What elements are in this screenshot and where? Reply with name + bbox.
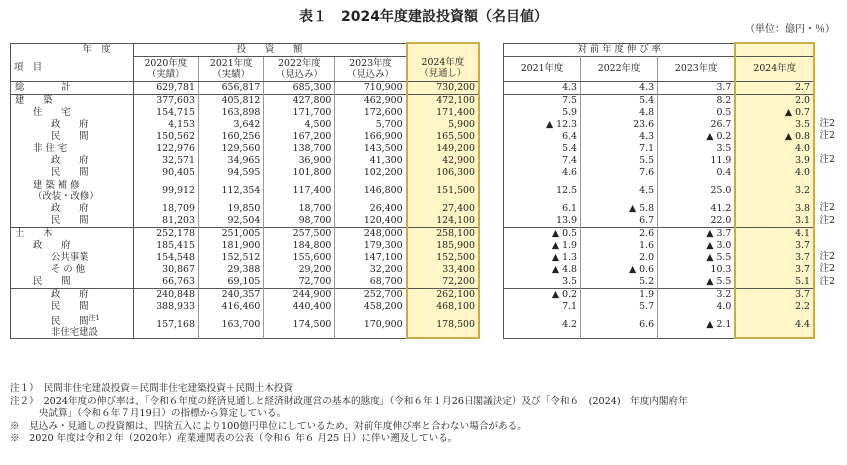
header-nendo: 年 度	[11, 43, 134, 56]
growth-cell: 13.9	[504, 215, 581, 228]
header-year-1: 2021年度 （実績）	[198, 56, 263, 81]
header-year-4: 2024年度 （見通し）	[407, 56, 479, 81]
value-cell: 112,354	[198, 179, 263, 203]
row-label: 民 間	[51, 315, 89, 327]
unit-label: （単位：億円・％）	[745, 24, 835, 35]
row-label: 民 間	[11, 131, 134, 143]
row-label: 民 間	[11, 276, 134, 289]
growth-cell: 3.7	[735, 252, 814, 264]
growth-cell: 5.1	[735, 276, 814, 289]
table-row	[11, 119, 480, 131]
investment-table	[10, 42, 480, 339]
growth-cell: 7.5	[504, 95, 581, 108]
value-cell: 252,700	[335, 288, 407, 301]
value-cell: 30,867	[133, 264, 198, 276]
growth-cell: 2.6	[581, 228, 658, 241]
row-note: 注2	[819, 118, 835, 129]
growth-year-0: 2021年度	[504, 57, 581, 82]
value-cell: 5,700	[335, 119, 407, 131]
footnote-4: ※ 2020 年度は令和２年（2020年）産業連関表の公表（令和６ 年６ 月25 日）に伴い遡及している。	[10, 433, 458, 444]
table-row	[11, 203, 480, 215]
growth-cell: 7.1	[581, 143, 658, 155]
row-label: 政 府	[11, 240, 134, 252]
value-cell: 166,900	[335, 131, 407, 143]
growth-title: 対 前 年 度 伸 び 率	[577, 43, 661, 55]
value-cell: 29,200	[264, 264, 335, 276]
growth-cell: 7.1	[504, 301, 581, 313]
growth-cell: 3.5	[735, 119, 814, 131]
value-cell: 257,500	[264, 227, 335, 240]
value-cell: 252,178	[133, 227, 198, 240]
row-label: そ の 他	[11, 264, 134, 276]
table-row	[504, 95, 815, 108]
value-cell: 181,900	[198, 240, 263, 252]
value-cell: 458,200	[335, 301, 407, 313]
row-label: 民 間	[11, 301, 134, 313]
value-cell: 167,200	[264, 131, 335, 143]
growth-cell: 2.0	[735, 95, 814, 108]
header-year-3: 2023年度 （見込み）	[335, 56, 407, 81]
growth-cell: 3.7	[735, 240, 814, 252]
growth-cell: 2.0	[581, 252, 658, 264]
value-cell: 165,500	[407, 131, 479, 143]
table-row	[11, 252, 480, 264]
growth-cell: 26.7	[658, 119, 736, 131]
value-cell: 98,700	[264, 215, 335, 228]
value-cell: 244,900	[264, 288, 335, 301]
growth-cell: 4.3	[581, 131, 658, 143]
value-cell: 18,700	[264, 203, 335, 215]
growth-cell: 23.6	[581, 119, 658, 131]
growth-cell: 5.9	[504, 107, 581, 119]
value-cell: 32,571	[133, 155, 198, 167]
growth-cell: 3.2	[658, 289, 736, 302]
value-cell: 36,900	[264, 155, 335, 167]
row-label: 非 住 宅	[11, 143, 134, 155]
value-cell: 27,400	[407, 203, 479, 215]
value-cell: 440,400	[264, 301, 335, 313]
table-row	[11, 143, 480, 155]
table-row	[504, 228, 815, 241]
growth-cell: 1.6	[581, 240, 658, 252]
table-row	[504, 131, 815, 143]
value-cell: 472,100	[407, 94, 479, 107]
row-label: 民 間	[11, 167, 134, 179]
value-cell: 81,203	[133, 215, 198, 228]
growth-cell: ▲ 5.5	[658, 276, 736, 289]
value-cell: 258,100	[407, 227, 479, 240]
footnote-3: ※ 見込み・見通しの投資額は、四捨五入により100億円単位にしているため、対前年度伸び率と合わない場合がある。	[10, 420, 527, 432]
table-row	[11, 288, 480, 301]
table-row	[504, 252, 815, 264]
table-row	[11, 227, 480, 240]
growth-cell: 4.8	[581, 107, 658, 119]
header-koumoku: 項 目	[11, 56, 134, 81]
growth-cell: 5.4	[581, 95, 658, 108]
growth-cell: ▲ 0.8	[735, 131, 814, 143]
table-row	[504, 215, 815, 228]
value-cell: 416,460	[198, 301, 263, 313]
value-cell: 710,900	[335, 81, 407, 94]
value-cell: 388,933	[133, 301, 198, 313]
table-row	[504, 82, 815, 95]
value-cell: 160,256	[198, 131, 263, 143]
growth-cell: 3.9	[735, 155, 814, 167]
value-cell: 170,900	[335, 313, 407, 339]
growth-cell: 11.9	[658, 155, 736, 167]
growth-cell: 3.7	[735, 264, 814, 276]
table-title: 表１ 2024年度建設投資額（名目値）	[299, 9, 548, 25]
growth-year-2: 2023年度	[658, 57, 736, 82]
value-cell: 730,200	[407, 81, 479, 94]
value-cell: 150,562	[133, 131, 198, 143]
table-row	[504, 313, 815, 338]
value-cell: 151,500	[407, 179, 479, 203]
value-cell: 34,965	[198, 155, 263, 167]
table-row	[504, 289, 815, 302]
row-note: 注2	[819, 275, 835, 287]
value-cell: 29,388	[198, 264, 263, 276]
row-label: 政 府	[11, 155, 134, 167]
value-cell: 178,500	[407, 313, 479, 339]
value-cell: 154,548	[133, 252, 198, 264]
growth-cell: 3.7	[658, 82, 736, 95]
value-cell: 185,900	[407, 240, 479, 252]
value-cell: 152,512	[198, 252, 263, 264]
value-cell: 99,912	[133, 179, 198, 203]
header-year-2: 2022年度 （見込み）	[264, 56, 335, 81]
growth-cell: 5.4	[504, 143, 581, 155]
growth-cell: ▲ 12.3	[504, 119, 581, 131]
value-cell: 122,976	[133, 143, 198, 155]
growth-cell: ▲ 1.9	[504, 240, 581, 252]
row-note: 注2	[819, 214, 835, 226]
value-cell: 41,300	[335, 155, 407, 167]
table-row	[11, 215, 480, 228]
growth-cell: 41.2	[658, 203, 736, 215]
table-row	[11, 313, 480, 339]
growth-cell: 7.6	[581, 167, 658, 179]
growth-cell: 2.2	[735, 301, 814, 313]
value-cell: 19,850	[198, 203, 263, 215]
value-cell: 154,715	[133, 107, 198, 119]
row-label: 住 宅	[11, 107, 134, 119]
row-label: 公共事業	[11, 252, 134, 264]
table-row	[11, 155, 480, 167]
value-cell: 68,700	[335, 276, 407, 289]
value-cell: 251,005	[198, 227, 263, 240]
growth-cell: 5.7	[581, 301, 658, 313]
value-cell: 117,400	[264, 179, 335, 203]
growth-cell: 4.6	[504, 167, 581, 179]
growth-cell: ▲ 0.2	[504, 289, 581, 302]
growth-cell: 6.7	[581, 215, 658, 228]
value-cell: 163,898	[198, 107, 263, 119]
value-cell: 462,900	[335, 94, 407, 107]
table-row	[11, 107, 480, 119]
growth-cell: 7.4	[504, 155, 581, 167]
value-cell: 163,700	[198, 313, 263, 339]
table-row	[504, 301, 815, 313]
row-label	[11, 313, 134, 339]
value-cell: 171,400	[407, 107, 479, 119]
value-cell: 33,400	[407, 264, 479, 276]
growth-rate-table	[503, 42, 815, 339]
value-cell: 129,560	[198, 143, 263, 155]
row-label: 建 築 補 修 （改装・改修）	[11, 179, 134, 203]
row-note: 注2	[819, 263, 835, 274]
value-cell: 90,405	[133, 167, 198, 179]
growth-cell: 4.5	[581, 179, 658, 203]
table-row	[504, 143, 815, 155]
growth-cell: 3.5	[504, 276, 581, 289]
growth-cell: 4.1	[735, 228, 814, 241]
growth-cell: ▲ 5.8	[581, 203, 658, 215]
growth-cell: ▲ 4.8	[504, 264, 581, 276]
value-cell: 101,800	[264, 167, 335, 179]
table-row	[11, 167, 480, 179]
growth-cell: ▲ 2.1	[658, 313, 736, 338]
row-label: 建 築	[11, 94, 134, 107]
value-cell: 146,800	[335, 179, 407, 203]
value-cell: 377,603	[133, 94, 198, 107]
value-cell: 171,700	[264, 107, 335, 119]
value-cell: 157,168	[133, 313, 198, 339]
growth-cell: ▲ 0.6	[581, 264, 658, 276]
value-cell: 26,400	[335, 203, 407, 215]
value-cell: 138,700	[264, 143, 335, 155]
growth-cell: 12.5	[504, 179, 581, 203]
value-cell: 656,817	[198, 81, 263, 94]
table-row	[11, 240, 480, 252]
row-label: 土 木	[11, 227, 134, 240]
growth-cell: ▲ 0.7	[735, 107, 814, 119]
value-cell: 248,000	[335, 227, 407, 240]
growth-cell: 0.4	[658, 167, 736, 179]
row-note: 注2	[819, 202, 835, 213]
growth-cell: 3.2	[735, 179, 814, 203]
footnote-1: 注１） 民間非住宅建設投資＝民間非住宅建築投資＋民間土木投資	[10, 383, 294, 394]
growth-cell: ▲ 0.5	[504, 228, 581, 241]
growth-cell: 2.7	[735, 82, 814, 95]
value-cell: 69,105	[198, 276, 263, 289]
growth-cell: ▲ 3.7	[658, 228, 736, 241]
row-label: 総 計	[11, 81, 134, 94]
growth-cell: 4.3	[581, 82, 658, 95]
table-row	[504, 179, 815, 203]
header-hl-top	[407, 43, 479, 56]
footnote-2: 注２） 2024年度の伸び率は、「令和６年度の経済見通しと経済財政運営の基本的態度」（令和６年１月26日閣議決定）及び「令和６ (2024) 年度内閣府年	[10, 395, 688, 407]
growth-cell: 22.0	[658, 215, 736, 228]
growth-cell: 10.3	[658, 264, 736, 276]
growth-cell: 6.4	[504, 131, 581, 143]
value-cell: 147,100	[335, 252, 407, 264]
growth-year-3: 2024年度	[735, 57, 814, 82]
value-cell: 120,400	[335, 215, 407, 228]
table-row	[11, 81, 480, 94]
growth-cell: 3.7	[735, 289, 814, 302]
row-note: 注2	[819, 130, 835, 141]
row-label: 民 間	[11, 215, 134, 228]
growth-cell: 3.1	[735, 215, 814, 228]
growth-cell: 4.0	[658, 301, 736, 313]
row-label: 政 府	[11, 288, 134, 301]
row-label: 政 府	[11, 203, 134, 215]
value-cell: 42,900	[407, 155, 479, 167]
growth-cell: ▲ 3.0	[658, 240, 736, 252]
row-note: 注2	[819, 154, 835, 165]
row-note: 注2	[819, 251, 835, 262]
value-cell: 143,500	[335, 143, 407, 155]
value-cell: 172,600	[335, 107, 407, 119]
growth-cell: 6.1	[504, 203, 581, 215]
value-cell: 262,100	[407, 288, 479, 301]
value-cell: 174,500	[264, 313, 335, 339]
value-cell: 72,200	[407, 276, 479, 289]
growth-cell: 6.6	[581, 313, 658, 338]
value-cell: 240,848	[133, 288, 198, 301]
value-cell: 629,781	[133, 81, 198, 94]
row-label-sup: 注1	[88, 313, 100, 322]
value-cell: 240,357	[198, 288, 263, 301]
table-row	[11, 301, 480, 313]
value-cell: 155,600	[264, 252, 335, 264]
header-year-0: 2020年度 （実績）	[133, 56, 198, 81]
value-cell: 4,153	[133, 119, 198, 131]
table-row	[11, 131, 480, 143]
growth-cell: 8.2	[658, 95, 736, 108]
growth-cell: 1.9	[581, 289, 658, 302]
growth-cell: ▲ 5.5	[658, 252, 736, 264]
row-label: 政 府	[11, 119, 134, 131]
table-row	[504, 264, 815, 276]
value-cell: 3,642	[198, 119, 263, 131]
table-row	[11, 94, 480, 107]
growth-cell: 0.5	[658, 107, 736, 119]
table-row	[504, 155, 815, 167]
growth-cell: 5.5	[581, 155, 658, 167]
growth-year-1: 2022年度	[581, 57, 658, 82]
growth-cell: 4.0	[735, 143, 814, 155]
table-row	[504, 203, 815, 215]
table-row	[504, 276, 815, 289]
growth-cell: 3.5	[658, 143, 736, 155]
growth-cell: 25.0	[658, 179, 736, 203]
growth-cell: 4.3	[504, 82, 581, 95]
value-cell: 184,800	[264, 240, 335, 252]
footnote-2-cont: 央試算」（令和６年７月19日）の指標から算定している。	[10, 408, 287, 419]
table-row	[11, 179, 480, 203]
table-row	[11, 276, 480, 289]
value-cell: 149,200	[407, 143, 479, 155]
growth-cell: 4.4	[735, 313, 814, 338]
growth-cell: 4.2	[504, 313, 581, 338]
value-cell: 66,763	[133, 276, 198, 289]
value-cell: 18,709	[133, 203, 198, 215]
value-cell: 4,500	[264, 119, 335, 131]
growth-hl-top	[735, 43, 814, 57]
table-row	[504, 167, 815, 179]
growth-cell: ▲ 0.2	[658, 131, 736, 143]
value-cell: 106,300	[407, 167, 479, 179]
table-row	[504, 240, 815, 252]
value-cell: 468,100	[407, 301, 479, 313]
value-cell: 5,900	[407, 119, 479, 131]
value-cell: 405,812	[198, 94, 263, 107]
value-cell: 185,415	[133, 240, 198, 252]
row-label-sub: 非住宅建設	[51, 326, 98, 338]
value-cell: 94,595	[198, 167, 263, 179]
value-cell: 427,800	[264, 94, 335, 107]
growth-cell: 5.2	[581, 276, 658, 289]
value-cell: 92,504	[198, 215, 263, 228]
value-cell: 685,300	[264, 81, 335, 94]
value-cell: 72,700	[264, 276, 335, 289]
table-row	[11, 264, 480, 276]
growth-cell: 3.8	[735, 203, 814, 215]
value-cell: 152,500	[407, 252, 479, 264]
table-row	[504, 119, 815, 131]
value-cell: 124,100	[407, 215, 479, 228]
value-cell: 102,200	[335, 167, 407, 179]
growth-cell: ▲ 1.3	[504, 252, 581, 264]
header-toshi: 投 資 額	[133, 43, 407, 56]
growth-cell: 4.0	[735, 167, 814, 179]
table-row	[504, 107, 815, 119]
footnotes	[10, 383, 688, 446]
value-cell: 32,200	[335, 264, 407, 276]
value-cell: 179,300	[335, 240, 407, 252]
